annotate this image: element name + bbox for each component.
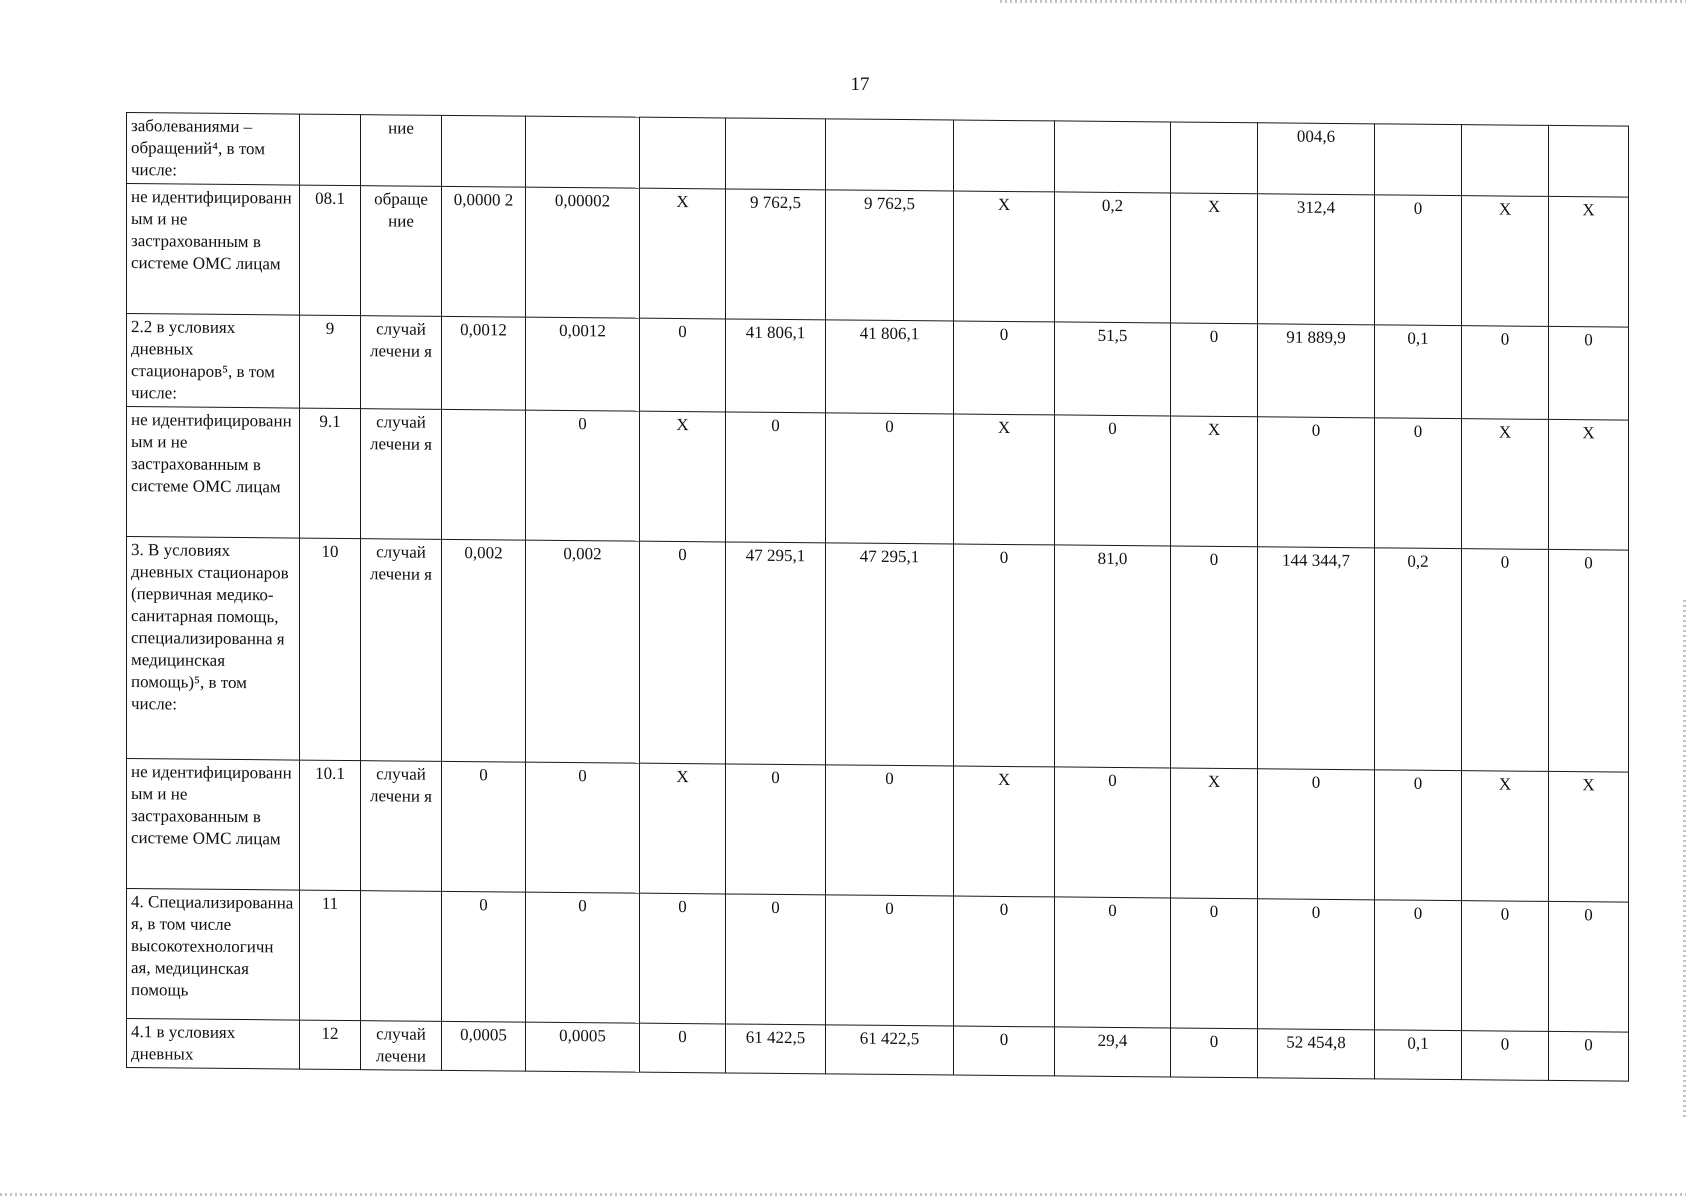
value-cell-text: X bbox=[1582, 200, 1595, 220]
value-cell bbox=[1549, 771, 1629, 902]
value-cell-text: 0,1 bbox=[1407, 1033, 1429, 1053]
value-cell bbox=[826, 190, 954, 321]
value-cell-text: 0 bbox=[1209, 1031, 1219, 1051]
value-cell bbox=[526, 187, 640, 318]
row-label-cell-text: не идентифицированн ым и не застрахованным в системе ОМС лицам bbox=[131, 187, 292, 274]
value-cell-text: X bbox=[1498, 422, 1512, 442]
scan-edge-bottom bbox=[0, 1193, 1686, 1196]
value-cell-text: 9 762,5 bbox=[750, 192, 801, 213]
scan-edge-top bbox=[1000, 0, 1686, 3]
value-cell bbox=[1258, 417, 1375, 548]
value-cell-text: 0,00002 bbox=[554, 190, 611, 211]
value-cell-text: 0 bbox=[578, 414, 587, 434]
value-cell bbox=[1171, 1028, 1258, 1078]
value-cell-text: 91 889,9 bbox=[1286, 327, 1346, 348]
value-cell bbox=[1375, 1030, 1462, 1080]
value-cell-text: 004,6 bbox=[1296, 126, 1336, 146]
value-cell bbox=[826, 119, 954, 191]
value-cell-text: 312,4 bbox=[1296, 197, 1336, 217]
value-cell bbox=[442, 761, 526, 892]
value-cell bbox=[526, 892, 640, 1023]
value-cell-text: 0 bbox=[1209, 326, 1219, 346]
value-cell-text: X bbox=[997, 769, 1011, 790]
value-cell bbox=[826, 895, 954, 1026]
row-label-cell bbox=[127, 1019, 300, 1070]
value-cell-text: 0 bbox=[1500, 904, 1510, 924]
value-cell bbox=[954, 1026, 1055, 1076]
value-cell-text: 51,5 bbox=[1097, 325, 1128, 346]
value-cell bbox=[526, 762, 640, 893]
value-cell bbox=[1549, 419, 1629, 550]
value-cell-text: 0 bbox=[999, 547, 1009, 568]
row-unit-cell-text: случай лечени я bbox=[370, 764, 432, 806]
row-unit-cell bbox=[361, 539, 442, 762]
row-label-cell-text: заболеваниями – обращений⁴, в том числе: bbox=[131, 116, 265, 180]
value-cell bbox=[826, 320, 954, 414]
value-cell bbox=[640, 541, 726, 764]
value-cell-text: 0,002 bbox=[464, 543, 503, 563]
row-unit-cell-text: случай лечени я bbox=[370, 412, 432, 454]
row-label-cell bbox=[127, 759, 300, 891]
value-cell-text: 0 bbox=[1108, 900, 1117, 920]
value-cell bbox=[1171, 122, 1258, 194]
value-cell bbox=[1375, 900, 1462, 1031]
row-code-cell bbox=[300, 408, 361, 539]
row-label-cell-text: 4.1 в условиях дневных bbox=[131, 1022, 236, 1064]
row-label-cell-text: не идентифицированн ым и не застрахованным в системе ОМС лицам bbox=[131, 762, 292, 849]
value-cell bbox=[726, 189, 826, 320]
value-cell bbox=[442, 1021, 526, 1071]
value-cell bbox=[1055, 192, 1171, 323]
value-cell-text: X bbox=[1207, 196, 1221, 216]
value-cell-text: 0 bbox=[1500, 552, 1510, 572]
value-cell-text: 0 bbox=[1209, 549, 1219, 569]
value-cell-text: X bbox=[676, 191, 689, 212]
value-cell bbox=[826, 413, 954, 544]
value-cell-text: 0 bbox=[1108, 770, 1117, 790]
value-cell bbox=[1375, 770, 1462, 901]
value-cell bbox=[442, 186, 526, 317]
value-cell bbox=[1258, 194, 1375, 325]
value-cell-text: 0 bbox=[999, 899, 1009, 920]
value-cell-text: 0 bbox=[771, 897, 780, 917]
value-cell bbox=[1375, 548, 1462, 771]
value-cell-text: 0,0012 bbox=[460, 320, 507, 340]
value-cell-text: 61 422,5 bbox=[859, 1028, 920, 1049]
data-table bbox=[126, 112, 1629, 1082]
value-cell bbox=[954, 191, 1055, 322]
value-cell-text: 0 bbox=[999, 1029, 1009, 1050]
table-row bbox=[127, 407, 1629, 551]
value-cell bbox=[1171, 898, 1258, 1029]
value-cell bbox=[526, 410, 640, 541]
value-cell bbox=[1055, 545, 1171, 768]
value-cell bbox=[954, 120, 1055, 192]
value-cell bbox=[826, 765, 954, 896]
value-cell-text: X bbox=[1582, 775, 1595, 795]
value-cell bbox=[1462, 419, 1549, 550]
row-label-cell-text: 4. Специализированна я, в том числе высокотехнологичн ая, медицинская помощь bbox=[131, 892, 294, 1000]
value-cell-text: 52 454,8 bbox=[1286, 1032, 1346, 1053]
value-cell-text: 0 bbox=[1500, 1034, 1510, 1054]
value-cell-text: X bbox=[676, 766, 689, 787]
value-cell-text: 0,2 bbox=[1101, 195, 1124, 216]
value-cell-text: 0 bbox=[479, 765, 488, 785]
value-cell bbox=[954, 544, 1055, 767]
value-cell bbox=[1462, 326, 1549, 420]
row-code-cell bbox=[300, 538, 361, 761]
value-cell-text: X bbox=[1207, 771, 1221, 791]
row-unit-cell bbox=[361, 316, 442, 410]
value-cell bbox=[1171, 416, 1258, 547]
row-code-cell bbox=[300, 1020, 361, 1070]
table-row bbox=[127, 113, 1629, 198]
value-cell bbox=[726, 1024, 826, 1074]
value-cell-text: X bbox=[1207, 419, 1221, 439]
value-cell-text: 144 344,7 bbox=[1282, 550, 1350, 571]
value-cell bbox=[640, 411, 726, 542]
value-cell bbox=[1462, 901, 1549, 1032]
value-cell bbox=[954, 766, 1055, 897]
value-cell bbox=[1258, 324, 1375, 418]
value-cell-text: 0,0000 2 bbox=[453, 189, 514, 210]
value-cell-text: 0 bbox=[578, 766, 587, 786]
value-cell-text: X bbox=[1582, 423, 1595, 443]
value-cell bbox=[442, 539, 526, 762]
row-label-cell bbox=[127, 537, 300, 761]
value-cell bbox=[640, 893, 726, 1024]
value-cell-text: 0 bbox=[1413, 421, 1423, 441]
value-cell bbox=[1258, 1029, 1375, 1079]
value-cell bbox=[1549, 196, 1629, 327]
value-cell-text: 0 bbox=[1413, 903, 1423, 923]
value-cell bbox=[526, 317, 640, 411]
value-cell-text: 0 bbox=[678, 897, 687, 917]
value-cell bbox=[954, 414, 1055, 545]
table-row bbox=[127, 537, 1629, 773]
value-cell bbox=[1375, 195, 1462, 326]
row-unit-cell bbox=[361, 186, 442, 317]
value-cell-text: 0 bbox=[1311, 420, 1321, 440]
row-label-cell-text: не идентифицированн ым и не застрахованным в системе ОМС лицам bbox=[131, 410, 292, 497]
value-cell bbox=[1375, 124, 1462, 196]
table-row bbox=[127, 314, 1629, 421]
value-cell bbox=[1462, 771, 1549, 902]
row-code-cell-text: 08.1 bbox=[315, 188, 345, 208]
row-unit-cell-text: ние bbox=[388, 118, 414, 138]
value-cell bbox=[526, 116, 640, 188]
value-cell bbox=[640, 763, 726, 894]
value-cell-text: 0,1 bbox=[1407, 328, 1429, 348]
row-label-cell-text: 2.2 в условиях дневных стационаров⁵, в том числе: bbox=[131, 317, 275, 403]
value-cell-text: 0 bbox=[1311, 772, 1321, 792]
row-code-cell-text: 9.1 bbox=[319, 411, 341, 431]
row-unit-cell bbox=[361, 891, 442, 1022]
value-cell bbox=[442, 891, 526, 1022]
value-cell-text: 61 422,5 bbox=[745, 1027, 806, 1048]
value-cell-text: X bbox=[676, 414, 689, 435]
value-cell-text: 0 bbox=[678, 545, 687, 565]
row-label-cell bbox=[127, 407, 300, 539]
value-cell bbox=[1171, 546, 1258, 769]
table-body bbox=[127, 113, 1629, 1082]
value-cell-text: 0 bbox=[771, 767, 780, 787]
value-cell bbox=[1171, 323, 1258, 417]
row-unit-cell-text: случай лечени я bbox=[370, 542, 432, 584]
row-unit-cell-text: обраще ние bbox=[374, 189, 428, 231]
value-cell bbox=[1375, 418, 1462, 549]
value-cell bbox=[1549, 1031, 1629, 1081]
value-cell-text: 0 bbox=[1209, 901, 1219, 921]
value-cell-text: 0 bbox=[678, 1027, 687, 1047]
value-cell-text: 0 bbox=[885, 768, 894, 788]
value-cell bbox=[1171, 193, 1258, 324]
value-cell bbox=[1258, 547, 1375, 770]
value-cell bbox=[954, 896, 1055, 1027]
value-cell-text: 0 bbox=[479, 895, 488, 915]
row-label-cell bbox=[127, 314, 300, 409]
value-cell bbox=[1055, 121, 1171, 193]
value-cell bbox=[1055, 767, 1171, 898]
value-cell bbox=[826, 1025, 954, 1075]
value-cell bbox=[1055, 322, 1171, 416]
row-label-cell-text: 3. В условиях дневных стационаров (первичная медико-санитарная помощь, специализированна я медицинская помощь)⁵, в том числе: bbox=[131, 540, 289, 714]
value-cell bbox=[640, 1023, 726, 1073]
row-code-cell-text: 12 bbox=[321, 1023, 339, 1043]
value-cell bbox=[640, 117, 726, 189]
row-code-cell bbox=[300, 890, 361, 1021]
value-cell bbox=[640, 318, 726, 412]
value-cell-text: 29,4 bbox=[1097, 1030, 1128, 1051]
value-cell-text: X bbox=[1498, 774, 1512, 794]
row-unit-cell bbox=[361, 409, 442, 540]
value-cell bbox=[1055, 415, 1171, 546]
row-label-cell bbox=[127, 113, 300, 186]
value-cell bbox=[726, 542, 826, 765]
row-unit-cell bbox=[361, 115, 442, 187]
value-cell-text: 0 bbox=[999, 324, 1009, 345]
value-cell bbox=[1549, 326, 1629, 420]
value-cell bbox=[640, 188, 726, 319]
value-cell-text: 0 bbox=[678, 322, 687, 342]
value-cell-text: X bbox=[997, 194, 1011, 215]
value-cell-text: 0 bbox=[1413, 198, 1423, 218]
row-code-cell-text: 10 bbox=[321, 541, 339, 561]
table-row bbox=[127, 889, 1629, 1033]
row-code-cell bbox=[300, 315, 361, 409]
value-cell-text: 0,0012 bbox=[559, 320, 606, 341]
value-cell-text: 41 806,1 bbox=[859, 323, 920, 344]
table-row bbox=[127, 184, 1629, 328]
row-label-cell bbox=[127, 889, 300, 1021]
row-code-cell-text: 9 bbox=[325, 318, 335, 338]
value-cell bbox=[954, 321, 1055, 415]
row-code-cell bbox=[300, 114, 361, 186]
row-unit-cell bbox=[361, 761, 442, 892]
value-cell bbox=[1462, 125, 1549, 197]
value-cell-text: 0,0005 bbox=[559, 1025, 606, 1046]
value-cell-text: 9 762,5 bbox=[864, 193, 915, 214]
value-cell-text: 0 bbox=[1108, 418, 1117, 438]
value-cell-text: 0 bbox=[885, 898, 894, 918]
value-cell bbox=[1171, 768, 1258, 899]
value-cell bbox=[442, 115, 526, 187]
value-cell bbox=[1549, 125, 1629, 197]
page-number: 17 bbox=[850, 74, 870, 95]
value-cell bbox=[726, 894, 826, 1025]
value-cell bbox=[1375, 325, 1462, 419]
value-cell-text: 0 bbox=[1584, 553, 1593, 573]
value-cell-text: 0 bbox=[1584, 1035, 1593, 1055]
value-cell-text: 0 bbox=[771, 415, 780, 435]
value-cell-text: 0 bbox=[1584, 330, 1593, 350]
value-cell bbox=[1258, 899, 1375, 1030]
value-cell bbox=[726, 412, 826, 543]
value-cell bbox=[442, 316, 526, 410]
value-cell-text: 47 295,1 bbox=[859, 546, 920, 567]
value-cell bbox=[1549, 901, 1629, 1032]
value-cell bbox=[526, 1022, 640, 1072]
value-cell-text: 41 806,1 bbox=[745, 322, 806, 343]
value-cell bbox=[726, 118, 826, 190]
row-unit-cell-text: случай лечени я bbox=[370, 319, 432, 361]
value-cell bbox=[442, 409, 526, 540]
row-code-cell bbox=[300, 760, 361, 891]
value-cell-text: 0 bbox=[1311, 902, 1321, 922]
value-cell bbox=[1462, 549, 1549, 772]
row-code-cell bbox=[300, 185, 361, 316]
value-cell-text: 0 bbox=[1584, 905, 1593, 925]
row-code-cell-text: 11 bbox=[321, 893, 339, 913]
value-cell-text: 0,0005 bbox=[460, 1025, 507, 1045]
value-cell bbox=[1258, 769, 1375, 900]
row-unit-cell bbox=[361, 1021, 442, 1071]
value-cell-text: 0 bbox=[1413, 773, 1423, 793]
value-cell bbox=[726, 764, 826, 895]
value-cell bbox=[1055, 1027, 1171, 1077]
table-row bbox=[127, 759, 1629, 903]
value-cell bbox=[1462, 1031, 1549, 1081]
row-unit-cell-text: случай лечени bbox=[376, 1024, 426, 1066]
row-code-cell-text: 10.1 bbox=[315, 763, 345, 783]
value-cell-text: X bbox=[1498, 199, 1512, 219]
value-cell-text: 81,0 bbox=[1097, 548, 1128, 569]
value-cell-text: 0,002 bbox=[563, 543, 602, 564]
value-cell bbox=[1549, 549, 1629, 772]
value-cell bbox=[826, 543, 954, 766]
value-cell bbox=[1258, 123, 1375, 195]
value-cell bbox=[1462, 196, 1549, 327]
value-cell bbox=[1055, 897, 1171, 1028]
row-label-cell bbox=[127, 184, 300, 316]
value-cell bbox=[526, 540, 640, 763]
value-cell-text: 0 bbox=[885, 416, 894, 436]
value-cell-text: 47 295,1 bbox=[745, 545, 806, 566]
value-cell-text: 0 bbox=[578, 896, 587, 916]
value-cell-text: 0 bbox=[1500, 329, 1510, 349]
value-cell-text: 0,2 bbox=[1407, 551, 1429, 571]
value-cell bbox=[726, 319, 826, 413]
value-cell-text: X bbox=[997, 417, 1011, 438]
